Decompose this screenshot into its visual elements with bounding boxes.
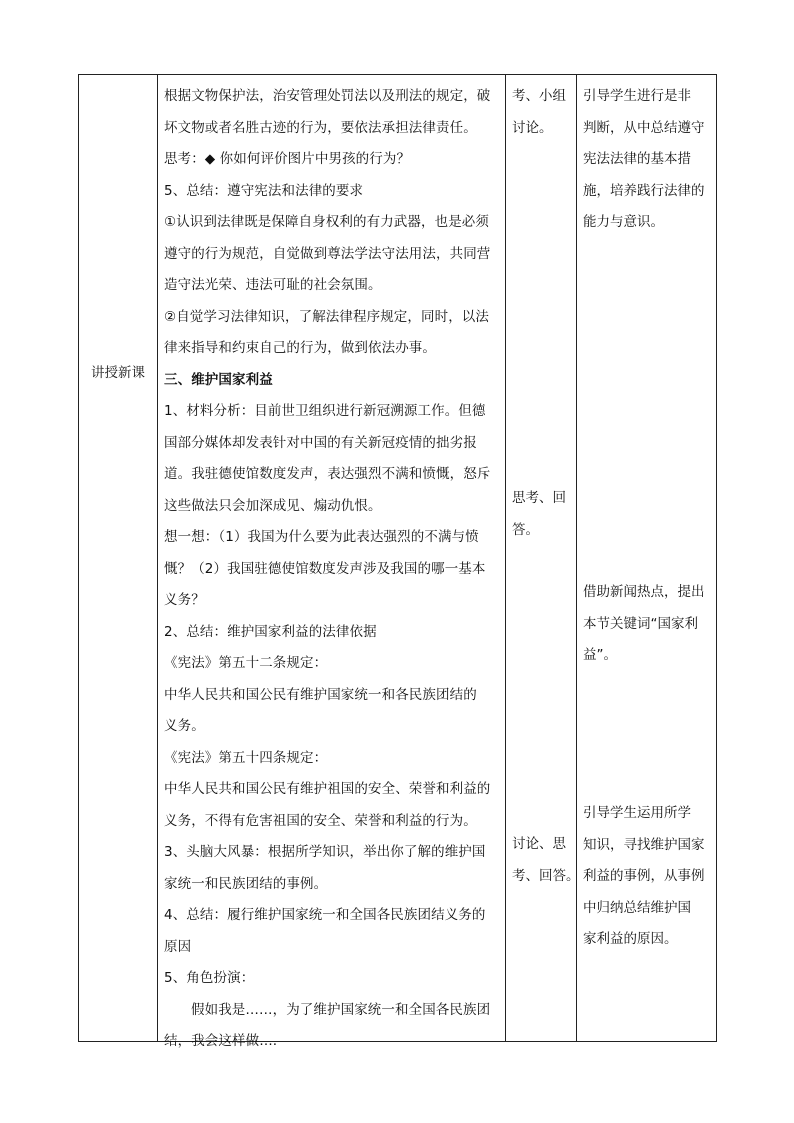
intent-line: 家利益的原因。 [583, 931, 678, 947]
content-line: 三、维护国家利益 [164, 371, 273, 388]
content-line: 根据文物保护法，治安管理处罚法以及刑法的规定，破 [164, 88, 491, 104]
content-line: 结，我会这样做…. [164, 1033, 278, 1049]
content-line: 坏文物或者名胜古迹的行为，要依法承担法律责任。 [164, 119, 477, 136]
stage-column [79, 75, 158, 1041]
activity-note-3 [512, 829, 580, 892]
content-line: 想一想：（1）我国为什么要为此表达强烈的不满与愤 [164, 529, 479, 545]
intent-line: 利益的事例，从事例 [583, 868, 705, 884]
content-column [158, 75, 506, 1049]
content-line: 5、总结：遵守宪法和法律的要求 [164, 182, 364, 199]
content-line: 3、头脑大风暴：根据所学知识，举出你了解的维护国 [164, 844, 486, 860]
content-line: 2、总结：维护国家利益的法律依据 [164, 623, 377, 640]
activity-note-1 [512, 81, 574, 144]
intent-note-1 [583, 81, 714, 239]
activity-line: 思考、回 [512, 490, 566, 506]
activity-column [506, 75, 580, 1041]
activity-line: 讨论、思 [512, 836, 566, 852]
intent-note-2 [583, 577, 714, 672]
content-line: 国部分媒体却发表针对中国的有关新冠疫情的拙劣报 [164, 434, 477, 451]
activity-line: 答。 [512, 521, 539, 538]
content-line: 《宪法》第五十二条规定： [164, 655, 328, 671]
content-line: 义务，不得有危害祖国的安全、荣誉和利益的行为。 [164, 812, 477, 829]
teaching-content [158, 75, 505, 1058]
content-line: 《宪法》第五十四条规定： [164, 749, 328, 766]
intent-column [577, 75, 716, 1041]
intent-line: 借助新闻热点，提出 [583, 584, 705, 600]
content-line: 义务。 [164, 718, 205, 734]
content-line: 思考：◆ 你如何评价图片中男孩的行为？ [164, 151, 411, 167]
activity-note-2 [512, 483, 574, 546]
intent-note-3 [583, 798, 714, 956]
intent-line: 施，培养践行法律的 [583, 182, 705, 199]
content-line: 义务？ [164, 592, 205, 608]
activity-line: 考、回答。 [512, 867, 580, 884]
content-line: 道。我驻德使馆数度发声，表达强烈不满和愤慨，怒斥 [164, 466, 491, 482]
content-line: 假如我是……，为了维护国家统一和全国各民族团 [191, 1001, 491, 1018]
lesson-table [78, 74, 717, 1049]
activity-line: 讨论。 [512, 119, 553, 136]
intent-line: 宪法法律的基本措 [583, 151, 691, 167]
content-line: 5、角色扮演： [164, 970, 255, 986]
intent-line: 判断，从中总结遵守 [583, 119, 705, 136]
content-line: 慨？（2）我国驻德使馆数度发声涉及我国的哪一基本 [164, 560, 486, 577]
content-line: 家统一和民族团结的事例。 [164, 875, 328, 892]
content-line: ②自觉学习法律知识，了解法律程序规定，同时，以法 [164, 308, 490, 325]
activity-line: 考、小组 [512, 88, 566, 104]
intent-line: 本节关键词“国家利 [583, 615, 698, 632]
stage-label: 讲授新课 [91, 365, 145, 381]
content-line: 4、总结：履行维护国家统一和全国各民族团结义务的 [164, 907, 486, 923]
content-line: 造守法光荣、违法可耻的社会氛围。 [164, 277, 382, 293]
content-line: 遵守的行为规范，自觉做到尊法学法守法用法，共同营 [164, 245, 491, 262]
intent-line: 知识，寻找维护国家 [583, 836, 705, 853]
content-line: 原因 [164, 938, 192, 955]
intent-line: 益”。 [583, 647, 617, 663]
content-line: 1、材料分析：目前世卫组织进行新冠溯源工作。但德 [164, 403, 486, 419]
intent-line: 引导学生进行是非 [583, 88, 691, 104]
intent-line: 能力与意识。 [583, 214, 664, 230]
content-line: 这些做法只会加深成见、煽动仇恨。 [164, 497, 382, 514]
content-line: 律来指导和约束自己的行为，做到依法办事。 [164, 340, 436, 356]
content-line: 中华人民共和国公民有维护国家统一和各民族团结的 [164, 686, 477, 703]
intent-line: 引导学生运用所学 [583, 805, 691, 821]
content-line: ①认识到法律既是保障自身权利的有力武器，也是必须 [164, 214, 490, 230]
content-line: 中华人民共和国公民有维护祖国的安全、荣誉和利益的 [164, 781, 491, 797]
intent-line: 中归纳总结维护国 [583, 899, 691, 916]
